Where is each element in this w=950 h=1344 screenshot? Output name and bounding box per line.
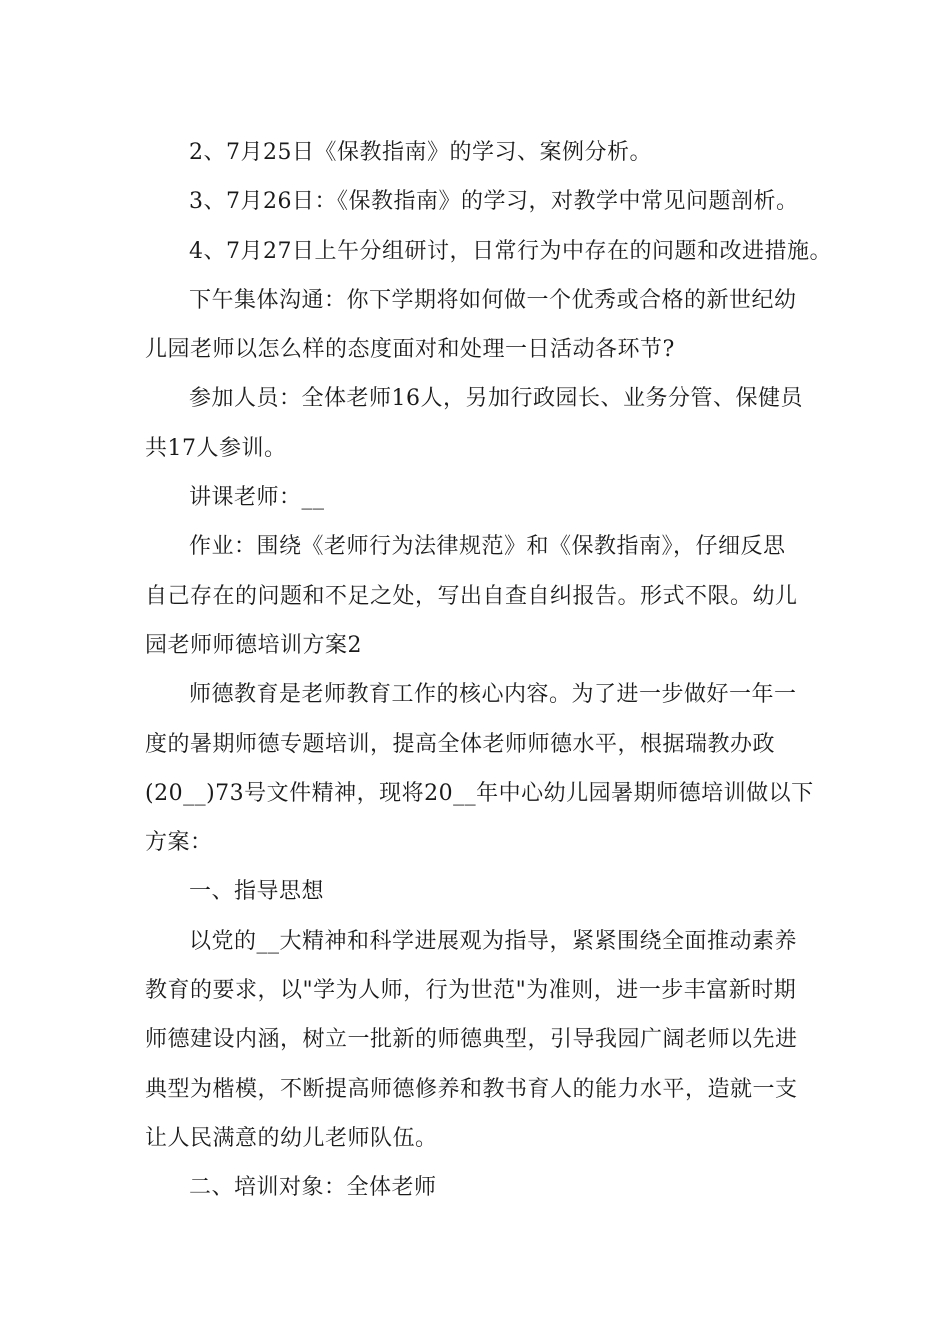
text-line: 园老师师德培训方案2	[145, 632, 362, 658]
text-line: 2、7月25日《保教指南》的学习、案例分析。	[189, 140, 652, 165]
text-line: 以党的__大精神和科学进展观为指导，紧紧围绕全面推动素养	[189, 928, 798, 954]
text-line: 教育的要求，以"学为人师，行为世范"为准则，进一步丰富新时期	[145, 978, 797, 1004]
text-line: 师德教育是老师教育工作的核心内容。为了进一步做好一年一	[189, 682, 797, 708]
text-line: 典型为楷模，不断提高师德修养和教书育人的能力水平，造就一支	[145, 1076, 798, 1102]
text-line: 方案：	[145, 830, 213, 856]
text-line: 讲课老师：__	[189, 485, 325, 511]
text-line: 下午集体沟通：你下学期将如何做一个优秀或合格的新世纪幼	[189, 287, 797, 313]
text-line: 共17人参训。	[145, 435, 287, 461]
text-line: 让人民满意的幼儿老师队伍。	[145, 1125, 438, 1151]
text-line: 儿园老师以怎么样的态度面对和处理一日活动各环节?	[145, 337, 675, 363]
text-line: 自己存在的问题和不足之处，写出自查自纠报告。形式不限。幼儿	[145, 583, 798, 609]
text-line: 作业：围绕《老师行为法律规范》和《保教指南》，仔细反思	[189, 534, 786, 560]
text-line: 4、7月27日上午分组研讨，日常行为中存在的问题和改进措施。	[189, 238, 832, 264]
text-line: 师德建设内涵，树立一批新的师德典型，引导我园广阔老师以先进	[145, 1027, 798, 1053]
text-line: 度的暑期师德专题培训，提高全体老师师德水平，根据瑞教办政	[145, 731, 776, 757]
text-line: 3、7月26日：《保教指南》的学习，对教学中常见问题剖析。	[189, 189, 799, 215]
section-heading: 二、培训对象：全体老师	[189, 1175, 437, 1201]
document-body	[145, 128, 832, 1213]
section-heading: 一、指导思想	[189, 879, 325, 905]
text-line: 参加人员：全体老师16人，另加行政园长、业务分管、保健员	[189, 386, 803, 412]
text-line: (20__)73号文件精神，现将20__年中心幼儿园暑期师德培训做以下	[145, 780, 814, 806]
